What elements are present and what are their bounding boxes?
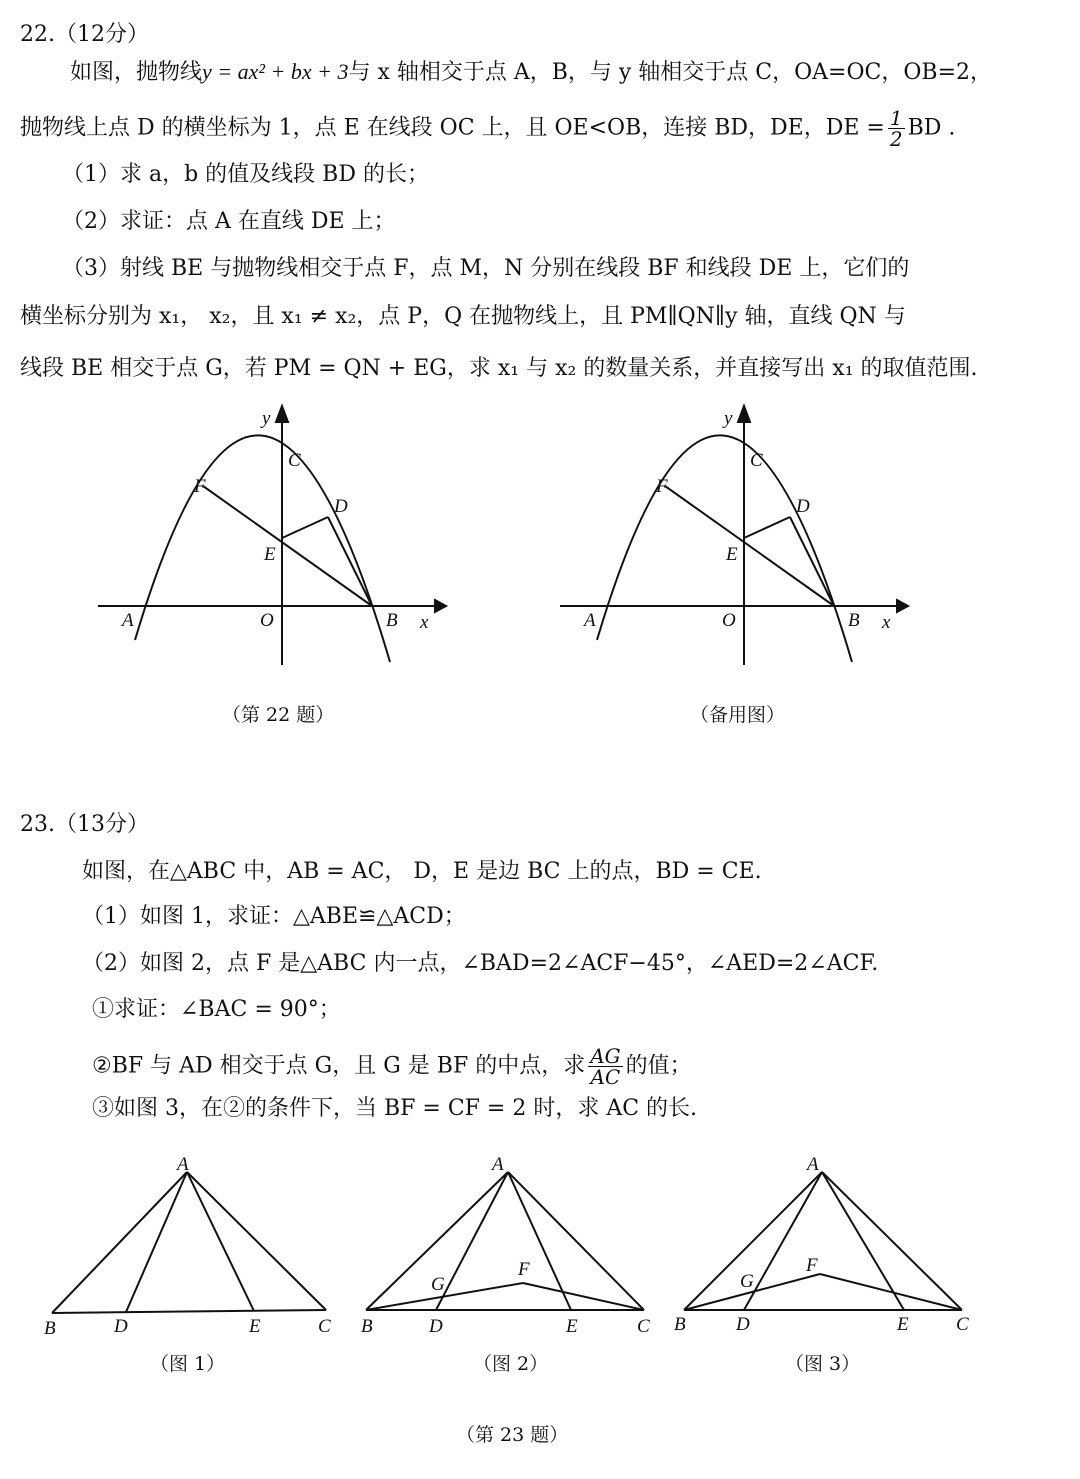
label-G: G bbox=[431, 1274, 445, 1295]
segment-ED bbox=[744, 517, 790, 538]
q23-fig-caption: （第 23 题） bbox=[456, 1424, 569, 1446]
q22-part3-line3: 线段 BE 相交于点 G，若 PM = QN + EG，求 x₁ 与 x₂ 的数量关系，并直接写出 x₁ 的取值范围. bbox=[20, 356, 978, 381]
q22-line2-b: BD . bbox=[907, 115, 956, 141]
label-x: x bbox=[882, 612, 891, 633]
q23-fig2-caption: （图 2） bbox=[473, 1353, 549, 1375]
label-D: D bbox=[796, 496, 810, 517]
label-O: O bbox=[722, 610, 736, 631]
q23-part1: （1）如图 1，求证：△ABE≌△ACD； bbox=[82, 904, 466, 929]
label-A: A bbox=[492, 1154, 504, 1175]
side-AB bbox=[52, 1172, 187, 1313]
segment-DB bbox=[790, 517, 834, 606]
x-axis-arrow bbox=[897, 600, 908, 612]
segment-DB bbox=[328, 517, 372, 606]
label-F: F bbox=[518, 1259, 530, 1280]
y-axis-arrow bbox=[738, 406, 750, 422]
segment-AD bbox=[744, 1172, 822, 1310]
q23-frac-den: AC bbox=[590, 1065, 621, 1089]
label-F: F bbox=[656, 476, 668, 497]
label-A: A bbox=[122, 610, 134, 631]
q23-sub2 bbox=[92, 1046, 692, 1087]
q22-line2 bbox=[20, 108, 955, 149]
label-C: C bbox=[750, 450, 763, 471]
label-B: B bbox=[848, 610, 860, 631]
label-B: B bbox=[44, 1318, 56, 1339]
q23-intro: 如图，在△ABC 中，AB = AC， D，E 是边 BC 上的点，BD = CE. bbox=[82, 859, 762, 884]
label-A: A bbox=[177, 1154, 189, 1175]
segment-AD bbox=[436, 1172, 508, 1310]
q22-frac-num: 1 bbox=[889, 106, 903, 130]
y-axis-arrow bbox=[276, 406, 288, 422]
label-F: F bbox=[194, 476, 206, 497]
label-C: C bbox=[318, 1316, 331, 1337]
segment-AE bbox=[508, 1172, 571, 1310]
side-BC bbox=[52, 1310, 326, 1313]
side-AC bbox=[508, 1172, 644, 1310]
q22-equation: y = ax² + bx + 3 bbox=[202, 59, 349, 84]
q23-fig1-caption: （图 1） bbox=[150, 1353, 226, 1375]
label-y: y bbox=[262, 408, 271, 429]
label-E: E bbox=[249, 1316, 261, 1337]
q23-fig3-caption: （图 3） bbox=[785, 1353, 861, 1375]
label-C: C bbox=[288, 450, 301, 471]
q22-figure-main bbox=[90, 400, 450, 675]
q22-frac-den: 2 bbox=[889, 127, 903, 151]
label-A: A bbox=[807, 1154, 819, 1175]
q22-intro bbox=[70, 57, 992, 88]
label-B: B bbox=[386, 610, 398, 631]
label-x: x bbox=[420, 612, 429, 633]
label-D: D bbox=[334, 496, 348, 517]
label-D: D bbox=[429, 1316, 443, 1337]
q23-figure-3 bbox=[672, 1150, 982, 1340]
q23-figure-1 bbox=[40, 1150, 350, 1340]
label-E: E bbox=[897, 1314, 909, 1335]
q23-sub3: ③如图 3，在②的条件下，当 BF = CF = 2 时，求 AC 的长. bbox=[92, 1096, 698, 1121]
segment-FC bbox=[820, 1274, 962, 1310]
label-D: D bbox=[114, 1316, 128, 1337]
segment-AE bbox=[187, 1172, 254, 1311]
label-y: y bbox=[724, 408, 733, 429]
q23-sub2-a: ②BF 与 AD 相交于点 G，且 G 是 BF 的中点，求 bbox=[92, 1053, 586, 1079]
q22-intro-b: 与 x 轴相交于点 A，B，与 y 轴相交于点 C，OA=OC，OB=2， bbox=[348, 60, 992, 85]
q22-part3-line2: 横坐标分别为 x₁， x₂，且 x₁ ≠ x₂，点 P，Q 在抛物线上，且 PM∥QN∥y 轴，直线 QN 与 bbox=[20, 304, 906, 329]
q23-fraction bbox=[588, 1046, 622, 1087]
label-G: G bbox=[740, 1271, 754, 1292]
label-D: D bbox=[736, 1314, 750, 1335]
label-E: E bbox=[566, 1316, 578, 1337]
q23-sub2-b: 的值； bbox=[625, 1053, 692, 1079]
q22-header: 22.（12分） bbox=[20, 22, 149, 47]
segment-FC bbox=[523, 1283, 644, 1310]
q22-figure-spare bbox=[552, 400, 912, 675]
q23-part2: （2）如图 2，点 F 是△ABC 内一点，∠BAD=2∠ACF−45°，∠AED=2∠ACF. bbox=[82, 951, 879, 976]
label-B: B bbox=[674, 1314, 686, 1335]
q22-spare-caption: （备用图） bbox=[690, 704, 786, 726]
q22-line2-a: 抛物线上点 D 的横坐标为 1，点 E 在线段 OC 上，且 OE<OB，连接 BD，DE，DE = bbox=[20, 115, 885, 141]
label-C: C bbox=[637, 1316, 650, 1337]
q23-sub1: ①求证：∠BAC = 90°； bbox=[92, 997, 341, 1022]
q22-fraction bbox=[888, 108, 905, 149]
label-O: O bbox=[260, 610, 274, 631]
segment-AD bbox=[126, 1172, 187, 1312]
q22-fig-caption: （第 22 题） bbox=[222, 704, 335, 726]
q23-header: 23.（13分） bbox=[20, 812, 149, 837]
q22-part2: （2）求证：点 A 在直线 DE 上； bbox=[62, 209, 396, 234]
q22-part1: （1）求 a，b 的值及线段 BD 的长； bbox=[62, 162, 429, 187]
q23-frac-num: AG bbox=[590, 1044, 621, 1068]
label-F: F bbox=[806, 1255, 818, 1276]
label-E: E bbox=[264, 544, 276, 565]
segment-ED bbox=[282, 517, 328, 538]
x-axis-arrow bbox=[435, 600, 446, 612]
label-C: C bbox=[956, 1314, 969, 1335]
q22-intro-a: 如图，抛物线 bbox=[70, 60, 203, 85]
label-A: A bbox=[584, 610, 596, 631]
label-E: E bbox=[726, 544, 738, 565]
side-AC bbox=[187, 1172, 326, 1310]
label-B: B bbox=[361, 1316, 373, 1337]
q23-figure-2 bbox=[357, 1150, 667, 1340]
q22-part3-line1: （3）射线 BE 与抛物线相交于点 F，点 M，N 分别在线段 BF 和线段 DE 上，它们的 bbox=[62, 256, 910, 281]
